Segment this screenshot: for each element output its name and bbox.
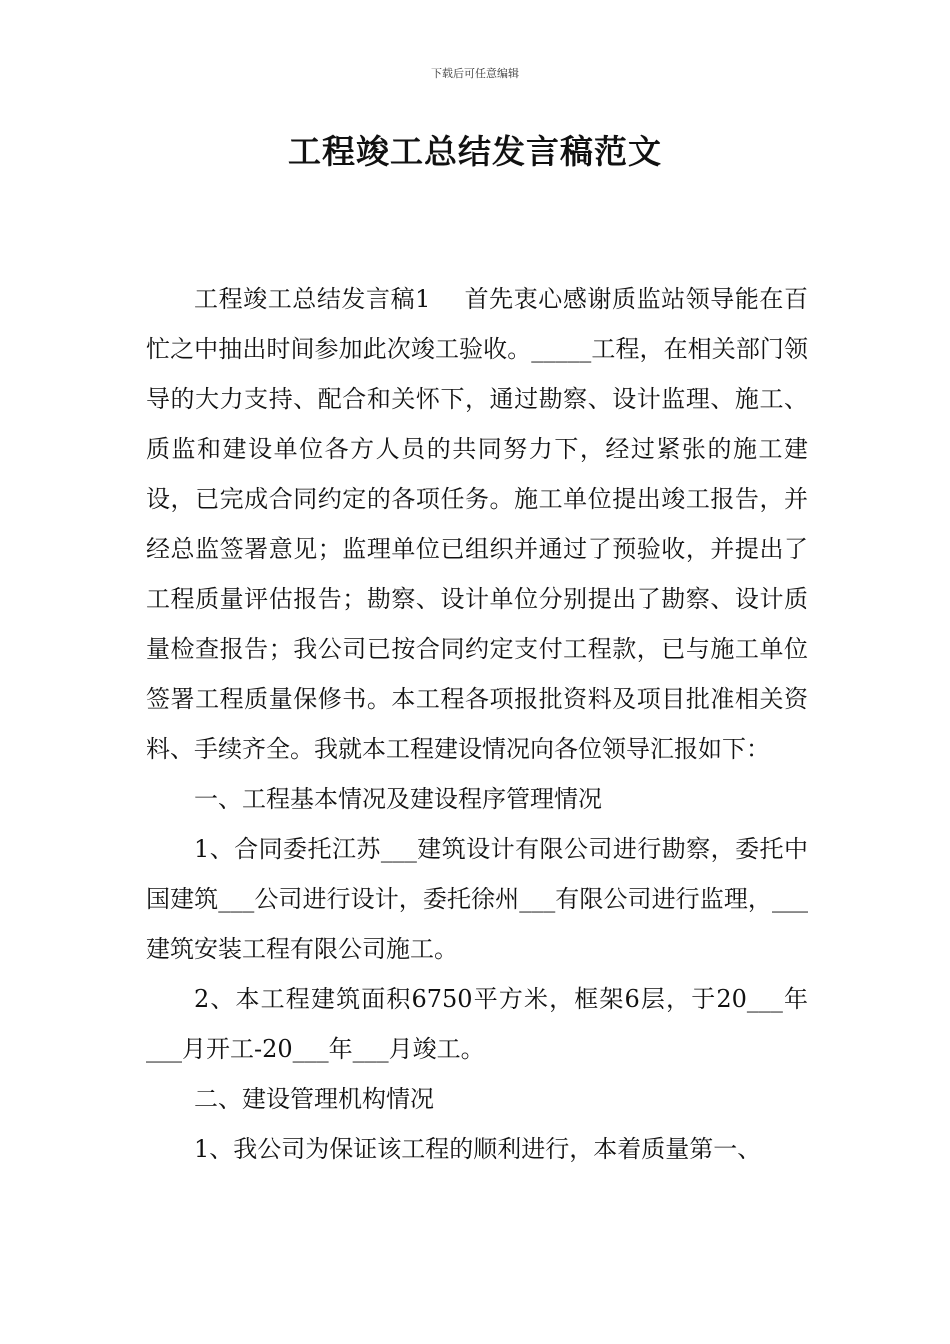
paragraph-text: 首先衷心感谢质监站领导能在百忙之中抽出时间参加此次竣工验收。_____工程，在相关部门领导的大力支持、配合和关怀下，通过勘察、设计监理、施工、质监和建设单位各方人员的共同努力下，经过紧张的施工建设，已完成合同约定的各项任务。施工单位提出竣工报告，并经总监签署意见；监理单位已组织并通过了预验收，并提出了工程质量评估报告；勘察、设计单位分别提出了勘察、设计质量检查报告；我公司已按合同约定支付工程款，已与施工单位签署工程质量保修书。本工程各项报批资料及项目批准相关资料、手续齐全。我就本工程建设情况向各位领导汇报如下： [146, 285, 808, 763]
paragraph-management: 1、我公司为保证该工程的顺利进行，本着质量第一、 [194, 1135, 762, 1163]
section-heading: 工程竣工总结发言稿1 [194, 285, 431, 313]
paragraph-1 [146, 274, 808, 774]
document-body [146, 274, 808, 1174]
section-heading-2: 二、建设管理机构情况 [194, 1085, 434, 1113]
paragraph-area: 2、本工程建筑面积6750平方米，框架6层，于20___年___月开工-20___年___月竣工。 [146, 985, 808, 1063]
header-note: 下载后可任意编辑 [431, 67, 519, 80]
paragraph-contracts: 1、合同委托江苏___建筑设计有限公司进行勘察，委托中国建筑___公司进行设计，委托徐州___有限公司进行监理，___建筑安装工程有限公司施工。 [146, 835, 808, 963]
section-heading-1: 一、工程基本情况及建设程序管理情况 [194, 785, 602, 813]
document-title: 工程竣工总结发言稿范文 [288, 132, 662, 171]
